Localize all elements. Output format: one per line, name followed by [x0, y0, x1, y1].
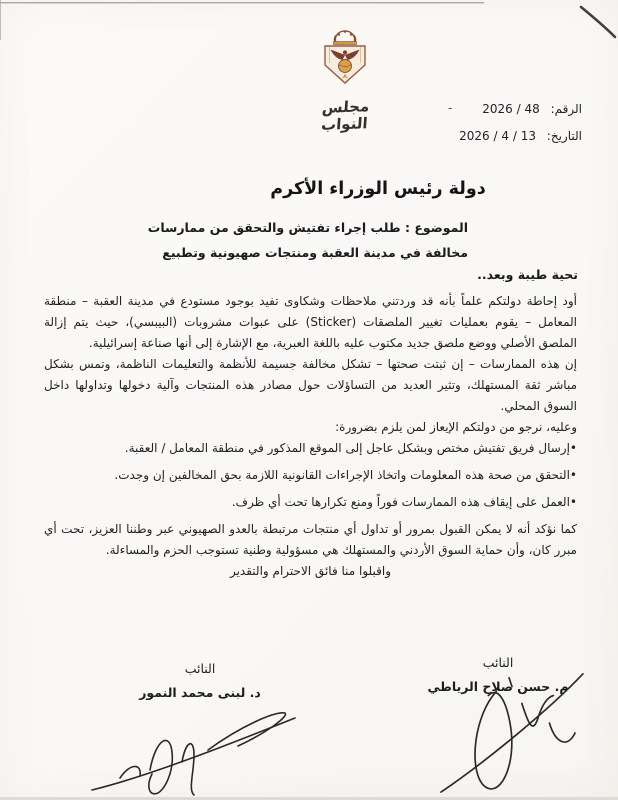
ref-number-label: الرقم: — [550, 102, 582, 116]
paragraph-2: إن هذه الممارسات – إن ثبتت صحتها – تشكل مخالفة جسيمة للأنظمة والتعليمات الناظمة، وتمس بشكل مباشر ثقة المستهلك، وتثير العديد من التساؤلات حول مصادر هذه المنتجات وآلية دخولها وتداولها داخل السوق المحلي. — [44, 357, 577, 413]
request-intro: وعليه، نرجو من دولتكم الإيعاز لمن يلزم بضرورة: — [335, 420, 577, 434]
pen-mark-icon — [572, 4, 618, 40]
bullet-item-3 — [44, 492, 577, 513]
subject-line-2: مخالفة في مدينة العقبة ومنتجات صهيونية وتطبيع — [162, 245, 468, 260]
deputy-title-left: النائب — [184, 661, 216, 676]
paragraph-1: أود إحاطة دولتكم علماً بأنه قد وردتني ملاحظات وشكاوى تفيد بوجود مستودع في مدينة العقبة – منطقة المعامل – يقوم بعمليات تغيير الملصقات (Sticker) على عبوات مشروبات (البيبسي)، حيث يتم إزالة الملصق الأصلي ووضع ملصق جديد مكتوب عليه باللغة العبرية، مع الإشارة إلى أنها صناعة إسرائيلية. — [44, 294, 577, 350]
ref-date-value: 13 / 4 / 2026 — [459, 129, 536, 143]
subject-line-1: الموضوع : طلب إجراء تفتيش والتحقق من ممارسات — [147, 220, 468, 235]
ref-date-label: التاريخ: — [546, 129, 582, 143]
closing-line: واقبلوا منا فائق الاحترام والتقدير — [229, 564, 392, 578]
coat-of-arms-icon — [318, 29, 372, 93]
bullet-marker: • — [569, 441, 577, 455]
bullet-text-1: إرسال فريق تفتيش مختص وبشكل عاجل إلى الموقع المذكور في منطقة المعامل / العقبة. — [124, 441, 570, 455]
bullet-marker: • — [569, 468, 577, 482]
ref-number-value: 48 / 2026 — [482, 102, 540, 116]
bullet-marker: • — [569, 495, 577, 509]
ref-number-row — [459, 96, 582, 123]
handwritten-signature-right-icon — [432, 662, 592, 800]
org-calligraphy: مجلس النواب — [320, 97, 370, 134]
scan-edge-line — [0, 2, 484, 4]
handwritten-signature-left-icon — [88, 698, 300, 798]
deputy-name-right: م. حسن صلاح الرياطي — [427, 679, 569, 694]
ref-block — [459, 96, 582, 150]
letter-body — [44, 291, 577, 582]
ref-date-row — [459, 123, 582, 150]
stray-dash-mark: - — [448, 101, 453, 115]
request-list — [44, 438, 577, 513]
signature-block-left — [110, 661, 290, 700]
deputy-title-right: النائب — [482, 655, 514, 670]
deputy-name-left: د. لبنى محمد النمور — [139, 685, 261, 700]
scan-edge-left — [0, 0, 1, 40]
bullet-text-2: التحقق من صحة هذه المعلومات واتخاذ الإجراءات القانونية اللازمة بحق المخالفين إن وجدت. — [114, 468, 570, 482]
bullet-item-1 — [44, 438, 577, 459]
bullet-item-2 — [44, 465, 577, 486]
letter-salutation: دولة رئيس الوزراء الأكرم — [270, 179, 486, 199]
bullet-text-3: العمل على إيقاف هذه الممارسات فوراً ومنع تكرارها تحت أي ظرف. — [231, 495, 570, 509]
subject-block — [128, 215, 468, 265]
paragraph-3: كما نؤكد أنه لا يمكن القبول بمرور أو تداول أي منتجات مرتبطة بالعدو الصهيوني عبر وطننا العزيز، تحت أي مبرر كان، وأن حماية السوق الأردني والمستهلك هي مسؤولية وطنية تستوجب الحزم والمساءلة. — [44, 522, 577, 557]
greeting-line: تحية طيبة وبعد.. — [477, 267, 578, 282]
